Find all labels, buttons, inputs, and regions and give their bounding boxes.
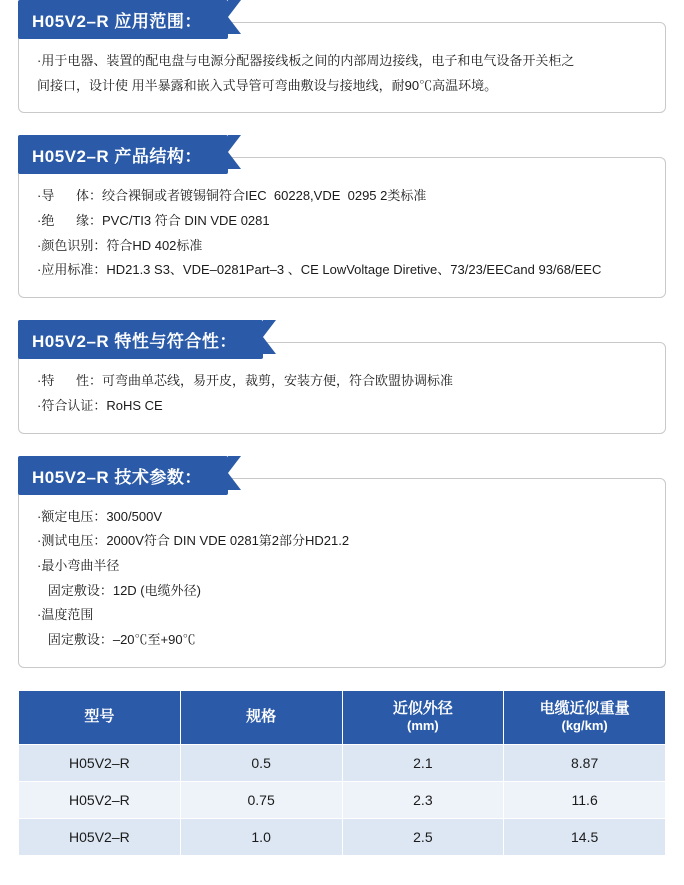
section-line: ·符合认证：RoHS CE — [37, 397, 163, 413]
header-main: 型号 — [84, 707, 115, 725]
section-header — [18, 0, 228, 39]
table-cell: 1.0 — [180, 818, 342, 855]
section-line: ·应用标准：HD21.3 S3、VDE–0281Part–3 、CE LowVoltage Diretive、73/23/EECand 93/68/EEC — [37, 262, 602, 278]
table-cell: 11.6 — [504, 781, 666, 818]
section-line: ·温度范围 — [37, 607, 94, 623]
section-line: 固定敷设：12D (电缆外径) — [37, 582, 201, 598]
section-line: ·导 体：绞合裸铜或者镀锡铜符合IEC 60228,VDE 0295 2类标准 — [37, 188, 427, 204]
header-main: 近似外径 — [392, 699, 453, 717]
header-flag-icon — [228, 456, 241, 490]
section-technical-parameters — [18, 456, 666, 668]
table-row — [19, 744, 666, 781]
section-title: H05V2–R 应用范围： — [32, 12, 202, 31]
table-header-cell — [342, 690, 504, 744]
section-title: H05V2–R 特性与符合性： — [32, 332, 237, 352]
section-application-scope — [18, 0, 666, 113]
section-line: 间接口，设计使 用半暴露和嵌入式导管可弯曲敷设与接地线，耐90℃高温环境。 — [37, 77, 498, 93]
section-line: ·额定电压：300/500V — [37, 508, 162, 524]
table-cell: 0.75 — [180, 781, 342, 818]
table-cell: H05V2–R — [19, 744, 181, 781]
table-header-row — [19, 690, 666, 744]
table-header-cell — [504, 690, 666, 744]
table-cell: H05V2–R — [19, 781, 181, 818]
section-line: ·测试电压：2000V符合 DIN VDE 0281第2部分HD21.2 — [37, 533, 350, 549]
section-header — [18, 320, 263, 359]
table-cell: 2.5 — [342, 818, 504, 855]
section-line: ·最小弯曲半径 — [37, 557, 120, 573]
section-line: 固定敷设：–20℃至+90℃ — [37, 631, 196, 647]
table-cell: H05V2–R — [19, 818, 181, 855]
header-unit: (kg/km) — [561, 718, 608, 734]
table-header-cell — [19, 690, 181, 744]
header-main: 规格 — [246, 707, 277, 725]
section-title: H05V2–R 技术参数： — [32, 467, 202, 487]
section-characteristics — [18, 320, 666, 433]
section-body — [18, 157, 666, 298]
table-header-cell — [180, 690, 342, 744]
table-row — [19, 818, 666, 855]
header-flag-icon — [228, 0, 241, 34]
header-unit: (mm) — [406, 718, 439, 734]
section-line: ·绝 缘：PVC/TI3 符合 DIN VDE 0281 — [37, 213, 270, 229]
section-header — [18, 456, 228, 495]
table-cell: 0.5 — [180, 744, 342, 781]
section-product-structure — [18, 135, 666, 298]
specification-table — [18, 690, 666, 856]
section-line: ·特 性：可弯曲单芯线，易开皮，裁剪，安装方便，符合欧盟协调标准 — [37, 373, 454, 389]
section-header — [18, 135, 228, 174]
table-cell: 8.87 — [504, 744, 666, 781]
header-main: 电缆近似重量 — [539, 699, 630, 717]
table-row — [19, 781, 666, 818]
header-flag-icon — [263, 320, 276, 354]
section-title: H05V2–R 产品结构： — [32, 147, 202, 167]
header-flag-icon — [228, 135, 241, 169]
table-cell: 2.1 — [342, 744, 504, 781]
table-cell: 2.3 — [342, 781, 504, 818]
section-body — [18, 478, 666, 668]
section-line: ·用于电器、装置的配电盘与电源分配器接线板之间的内部周边接线，电子和电气设备开关柜之 — [37, 53, 575, 68]
section-line: ·颜色识别：符合HD 402标准 — [37, 237, 203, 253]
table-cell: 14.5 — [504, 818, 666, 855]
